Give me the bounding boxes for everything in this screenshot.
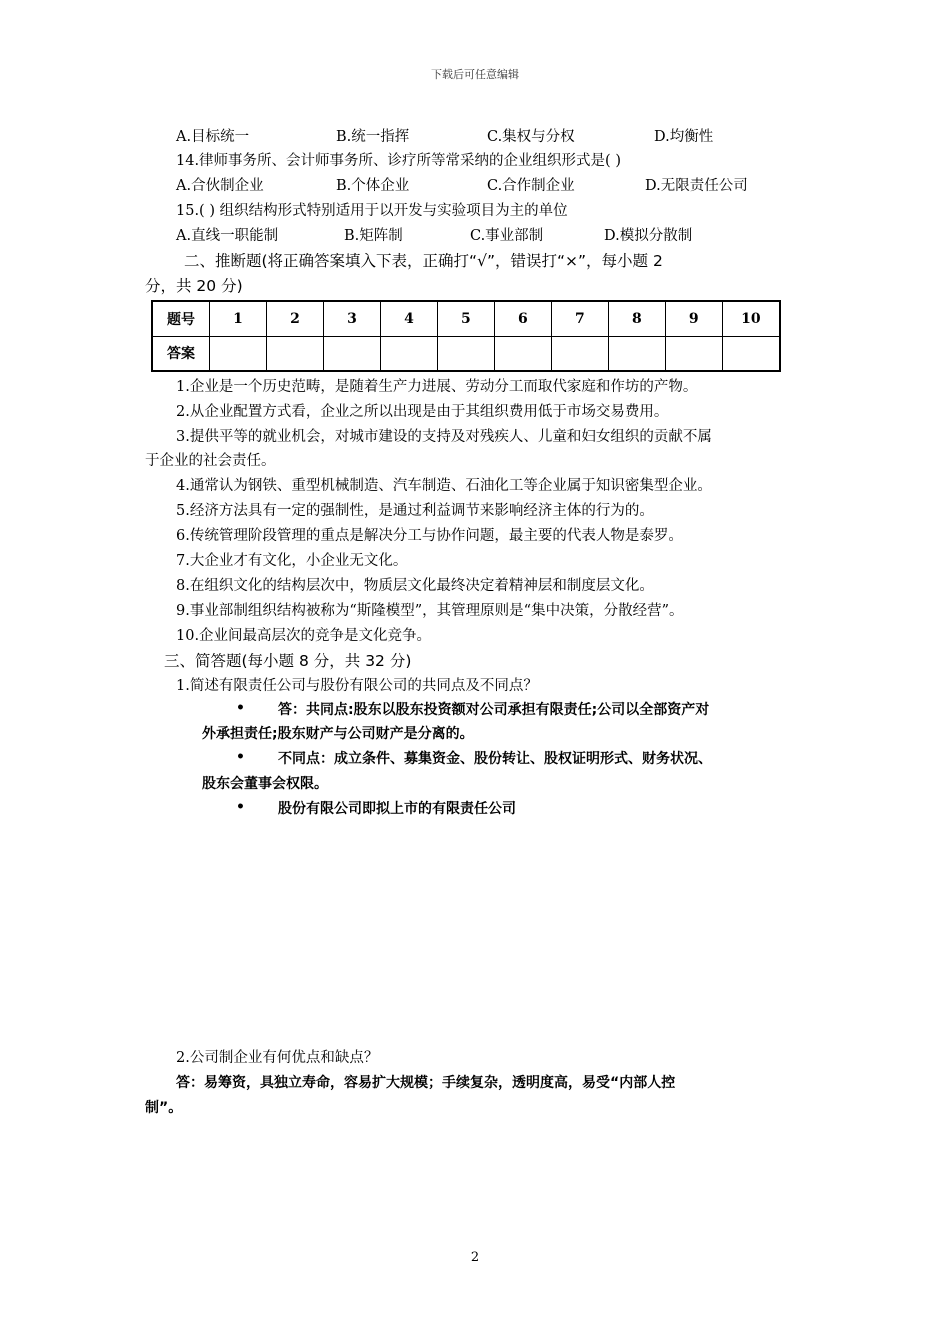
bullet-icon: • bbox=[236, 749, 245, 765]
q13-option-b: B.统一指挥 bbox=[336, 129, 410, 145]
judgment-item-3-cont: 于企业的社会责任。 bbox=[145, 453, 276, 469]
table-answer-cell bbox=[210, 336, 267, 371]
answer-2-text: 答：易筹资，具独立寿命，容易扩大规模；手续复杂，透明度高，易受“内部人控 bbox=[176, 1075, 676, 1091]
answer-table bbox=[151, 300, 781, 372]
page-number: 2 bbox=[470, 1250, 480, 1265]
table-answer-cell bbox=[437, 336, 494, 371]
table-number-cell: 8 bbox=[608, 301, 665, 336]
answer-1-line2: 外承担责任;股东财产与公司财产是分离的。 bbox=[202, 726, 474, 742]
judgment-item-10: 10.企业间最高层次的竞争是文化竞争。 bbox=[176, 628, 432, 644]
table-number-cell: 9 bbox=[665, 301, 722, 336]
q13-option-a: A.目标统一 bbox=[176, 129, 250, 145]
short-question-1: 1.简述有限责任公司与股份有限公司的共同点及不同点？ bbox=[176, 678, 538, 694]
judgment-item-6: 6.传统管理阶段管理的重点是解决分工与协作问题，最主要的代表人物是泰罗。 bbox=[176, 528, 683, 544]
q15-option-b: B.矩阵制 bbox=[344, 228, 403, 244]
judgment-item-3: 3.提供平等的就业机会，对城市建设的支持及对残疾人、儿童和妇女组织的贡献不属 bbox=[176, 429, 712, 445]
q15-option-d: D.模拟分散制 bbox=[604, 228, 693, 244]
judgment-item-7: 7.大企业才有文化，小企业无文化。 bbox=[176, 553, 408, 569]
table-answer-cell bbox=[608, 336, 665, 371]
q14-option-b: B.个体企业 bbox=[336, 178, 410, 194]
page-header: 下载后可任意编辑 bbox=[431, 68, 519, 81]
judgment-item-1: 1.企业是一个历史范畴，是随着生产力进展、劳动分工而取代家庭和作坊的产物。 bbox=[176, 379, 698, 395]
table-number-cell: 1 bbox=[210, 301, 267, 336]
table-number-cell: 4 bbox=[380, 301, 437, 336]
answer-2-line2: 制”。 bbox=[145, 1100, 183, 1116]
judgment-item-9: 9.事业部制组织结构被称为“斯隆模型”，其管理原则是“集中决策，分散经营”。 bbox=[176, 603, 684, 619]
table-number-cell: 2 bbox=[267, 301, 324, 336]
answer-1-line3: 不同点：成立条件、募集资金、股份转让、股权证明形式、财务状况、 bbox=[278, 751, 712, 767]
section-3-title: 三、简答题(每小题 8 分，共 32 分) bbox=[164, 652, 412, 670]
table-number-cell: 6 bbox=[494, 301, 551, 336]
table-answer-cell bbox=[722, 336, 780, 371]
table-row-numbers bbox=[152, 301, 780, 336]
judgment-item-8: 8.在组织文化的结构层次中，物质层文化最终决定着精神层和制度层文化。 bbox=[176, 578, 654, 594]
q13-option-c: C.集权与分权 bbox=[487, 129, 575, 145]
q14-option-d: D.无限责任公司 bbox=[645, 178, 748, 194]
section-2-title-line1: 二、推断题(将正确答案填入下表，正确打“√”，错误打“×”，每小题 2 bbox=[184, 252, 663, 270]
answer-2-line1 bbox=[176, 1073, 675, 1093]
table-number-cell: 10 bbox=[722, 301, 780, 336]
table-answer-label: 答案 bbox=[152, 336, 210, 371]
answer-1-line4: 股东会董事会权限。 bbox=[202, 776, 328, 792]
q15-option-c: C.事业部制 bbox=[470, 228, 544, 244]
answer-1-line1: 答：共同点:股东以股东投资额对公司承担有限责任;公司以全部资产对 bbox=[278, 702, 710, 718]
table-row-answers bbox=[152, 336, 780, 371]
table-answer-cell bbox=[267, 336, 324, 371]
answer-1-line5: 股份有限公司即拟上市的有限责任公司 bbox=[278, 801, 516, 817]
judgment-item-4: 4.通常认为钢铁、重型机械制造、汽车制造、石油化工等企业属于知识密集型企业。 bbox=[176, 478, 712, 494]
table-answer-cell bbox=[551, 336, 608, 371]
q13-option-d: D.均衡性 bbox=[654, 129, 714, 145]
table-answer-cell bbox=[380, 336, 437, 371]
bullet-icon: • bbox=[236, 700, 245, 716]
q14-option-c: C.合作制企业 bbox=[487, 178, 575, 194]
table-header-cell: 题号 bbox=[152, 301, 210, 336]
table-answer-cell bbox=[665, 336, 722, 371]
question-15: 15.( ) 组织结构形式特别适用于以开发与实验项目为主的单位 bbox=[176, 203, 568, 219]
table-number-cell: 5 bbox=[437, 301, 494, 336]
table-number-cell: 3 bbox=[324, 301, 381, 336]
q15-option-a: A.直线一职能制 bbox=[176, 228, 279, 244]
judgment-item-2: 2.从企业配置方式看，企业之所以出现是由于其组织费用低于市场交易费用。 bbox=[176, 404, 669, 420]
question-14: 14.律师事务所、会计师事务所、诊疗所等常采纳的企业组织形式是( ) bbox=[176, 153, 621, 169]
table-answer-cell bbox=[494, 336, 551, 371]
q14-option-a: A.合伙制企业 bbox=[176, 178, 264, 194]
short-question-2: 2.公司制企业有何优点和缺点？ bbox=[176, 1050, 379, 1066]
table-answer-cell bbox=[324, 336, 381, 371]
table-number-cell: 7 bbox=[551, 301, 608, 336]
judgment-item-5: 5.经济方法具有一定的强制性，是通过利益调节来影响经济主体的行为的。 bbox=[176, 503, 654, 519]
bullet-icon: • bbox=[236, 799, 245, 815]
section-2-title-line2: 分，共 20 分) bbox=[145, 277, 243, 295]
